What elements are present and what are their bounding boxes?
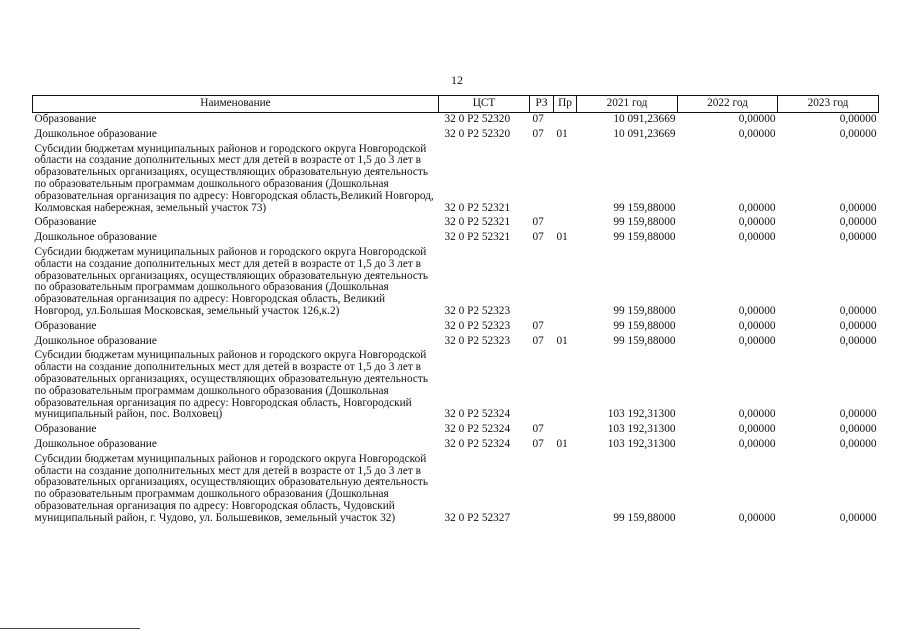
rz-cell: 07: [532, 319, 544, 332]
cst-cell: 32 0 P2 52320: [444, 113, 511, 125]
cst-cell: 32 0 P2 52320: [444, 127, 511, 140]
value-2021-cell: 99 159,88000: [613, 201, 676, 214]
table-row: [33, 231, 879, 246]
value-2021-cell: 103 192,31300: [607, 437, 676, 450]
table-row: [33, 320, 879, 335]
pr-cell: [554, 143, 577, 217]
page-number: 12: [451, 73, 463, 87]
cst-cell: 32 0 P2 52321: [444, 231, 511, 244]
value-2021-cell: 99 159,88000: [613, 319, 676, 332]
value-2021-cell: 99 159,88000: [613, 304, 676, 317]
name-cell: Образование: [34, 423, 97, 436]
value-2023-cell: 0,00000: [839, 127, 877, 140]
footer-divider: [0, 628, 140, 629]
rz-cell: [530, 246, 554, 320]
cst-cell: 32 0 P2 52321: [444, 201, 511, 214]
name-cell: Образование: [34, 319, 97, 332]
value-2022-cell: 0,00000: [738, 127, 776, 140]
rz-cell: 07: [532, 216, 544, 229]
cst-cell: 32 0 P2 52323: [444, 334, 511, 347]
name-cell: Образование: [34, 113, 97, 125]
value-2021-cell: 99 159,88000: [613, 216, 676, 229]
value-2022-cell: 0,00000: [738, 231, 776, 244]
name-cell: Дошкольное образование: [34, 231, 157, 244]
value-2023-cell: 0,00000: [839, 408, 877, 421]
pr-cell: 01: [556, 127, 568, 140]
table-row: [33, 246, 879, 320]
table-row: [33, 423, 879, 438]
value-2022-cell: 0,00000: [738, 319, 776, 332]
value-2023-cell: 0,00000: [839, 511, 877, 524]
budget-table: [32, 95, 879, 527]
name-cell: Дошкольное образование: [34, 334, 157, 347]
header-name: Наименование: [33, 96, 439, 113]
name-cell: Дошкольное образование: [34, 437, 157, 450]
table-row: [33, 438, 879, 453]
value-2022-cell: 0,00000: [738, 437, 776, 450]
name-cell: Субсидии бюджетам муниципальных районов и городского округа Новгородской области на создание дополнительных мест для детей в возрасте от 1,5 до 3 лет в образовательных организациях, осуществляющих образовательную деятельность по образовательным программам дошкольного образования (Дошкольная образовательная организация по адресу: Новгородская область, Новгородский муниципальный район, пос. Волховец): [34, 349, 429, 421]
pr-cell: [554, 246, 577, 320]
name-cell: Образование: [34, 216, 97, 229]
value-2021-cell: 99 159,88000: [613, 511, 676, 524]
rz-cell: 07: [532, 437, 544, 450]
value-2021-cell: 99 159,88000: [613, 231, 676, 244]
value-2023-cell: 0,00000: [839, 437, 877, 450]
value-2023-cell: 0,00000: [839, 334, 877, 347]
pr-cell: [554, 113, 577, 128]
value-2022-cell: 0,00000: [738, 201, 776, 214]
cst-cell: 32 0 P2 52324: [444, 408, 511, 421]
value-2022-cell: 0,00000: [738, 334, 776, 347]
value-2023-cell: 0,00000: [839, 304, 877, 317]
header-pr: Пр: [554, 96, 577, 113]
value-2023-cell: 0,00000: [839, 423, 877, 436]
pr-cell: 01: [556, 231, 568, 244]
value-2023-cell: 0,00000: [839, 113, 877, 125]
table-row: [33, 113, 879, 128]
value-2021-cell: 99 159,88000: [613, 334, 676, 347]
pr-cell: 01: [556, 437, 568, 450]
cst-cell: 32 0 P2 52323: [444, 319, 511, 332]
pr-cell: [554, 423, 577, 438]
value-2022-cell: 0,00000: [738, 423, 776, 436]
table-row: [33, 349, 879, 423]
rz-cell: 07: [532, 127, 544, 140]
name-cell: Субсидии бюджетам муниципальных районов и городского округа Новгородской области на создание дополнительных мест для детей в возрасте от 1,5 до 3 лет в образовательных организациях, осуществляющих образовательную деятельность по образовательным программам дошкольного образования (Дошкольная образовательная организация по адресу: Новгородская область, Чудовский муниципальный район, г. Чудово, ул. Большевиков, земельный участок 32): [34, 452, 429, 524]
rz-cell: 07: [532, 423, 544, 436]
header-2021: 2021 год: [577, 96, 678, 113]
rz-cell: 07: [532, 113, 544, 125]
pr-cell: [554, 349, 577, 423]
name-cell: Субсидии бюджетам муниципальных районов и городского округа Новгородской области на создание дополнительных мест для детей в возрасте от 1,5 до 3 лет в образовательных организациях, осуществляющих образовательную деятельность по образовательным программам дошкольного образования (Дошкольная образовательная организация по адресу: Новгородская область,Великий Новгород, Колмовская набережная, земельный участок 73): [34, 142, 434, 214]
table-row: [33, 453, 879, 527]
cst-cell: 32 0 P2 52324: [444, 423, 511, 436]
pr-cell: 01: [556, 334, 568, 347]
value-2022-cell: 0,00000: [738, 304, 776, 317]
cst-cell: 32 0 P2 52324: [444, 437, 511, 450]
table-row: [33, 335, 879, 350]
cst-cell: 32 0 P2 52321: [444, 216, 511, 229]
name-cell: Субсидии бюджетам муниципальных районов и городского округа Новгородской области на создание дополнительных мест для детей в возрасте от 1,5 до 3 лет в образовательных организациях, осуществляющих образовательную деятельность по образовательным программам дошкольного образования (Дошкольная образовательная организация по адресу: Новгородская область, Великий Новгород, ул.Большая Московская, земельный участок 126,к.2): [34, 245, 429, 317]
value-2021-cell: 10 091,23669: [613, 113, 676, 125]
header-rz: РЗ: [530, 96, 554, 113]
table-row: [33, 128, 879, 143]
pr-cell: [554, 216, 577, 231]
table-row: [33, 143, 879, 217]
name-cell: Дошкольное образование: [34, 127, 157, 140]
table-row: [33, 216, 879, 231]
value-2022-cell: 0,00000: [738, 113, 776, 125]
value-2021-cell: 103 192,31300: [607, 408, 676, 421]
value-2022-cell: 0,00000: [738, 216, 776, 229]
value-2023-cell: 0,00000: [839, 231, 877, 244]
cst-cell: 32 0 P2 52327: [444, 511, 511, 524]
value-2023-cell: 0,00000: [839, 216, 877, 229]
table-body: [33, 113, 879, 527]
rz-cell: 07: [532, 334, 544, 347]
value-2021-cell: 103 192,31300: [607, 423, 676, 436]
pr-cell: [554, 320, 577, 335]
value-2021-cell: 10 091,23669: [613, 127, 676, 140]
value-2022-cell: 0,00000: [738, 408, 776, 421]
value-2022-cell: 0,00000: [738, 511, 776, 524]
value-2023-cell: 0,00000: [839, 319, 877, 332]
header-cst: ЦСТ: [439, 96, 530, 113]
rz-cell: 07: [532, 231, 544, 244]
table-header-row: [33, 96, 879, 113]
header-2022: 2022 год: [678, 96, 778, 113]
pr-cell: [554, 453, 577, 527]
value-2023-cell: 0,00000: [839, 201, 877, 214]
rz-cell: [530, 143, 554, 217]
cst-cell: 32 0 P2 52323: [444, 304, 511, 317]
header-2023: 2023 год: [778, 96, 879, 113]
rz-cell: [530, 349, 554, 423]
rz-cell: [530, 453, 554, 527]
